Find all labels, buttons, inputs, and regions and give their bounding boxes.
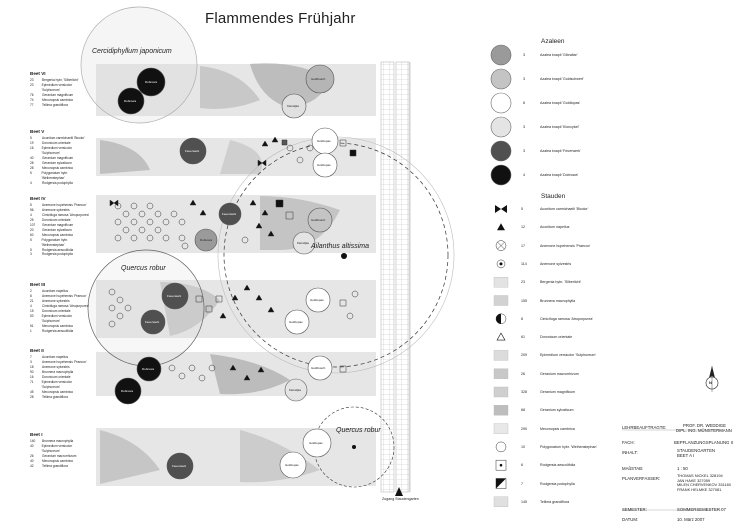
bed-plant-count: 15 — [30, 309, 34, 314]
bed-plant-name: Meconopsis cambrica — [42, 459, 73, 464]
tb-semester-value: SOMMERSEMESTER 07 — [677, 507, 726, 512]
tb-planverf-values — [677, 474, 731, 492]
plan-label-goldtopas-6: Goldtopas — [285, 463, 299, 467]
bed-plant-count: 42 — [30, 463, 34, 468]
legend-azalea-swatch — [491, 69, 511, 89]
bed-plant-count: 76 — [30, 93, 34, 98]
tb-fach-label: FACH: — [622, 440, 635, 445]
legend-perennial-label: Aconitum carmichaelii 'Bicolor' — [540, 207, 589, 211]
plan-label-goldbusch-3: Goldbusch — [311, 366, 326, 370]
legend-perennial-symbol — [496, 241, 506, 251]
bed-plant-name: Anemone hupehensis 'Praecox' — [42, 203, 87, 208]
tb-inhalt-value-2: BEET A I — [677, 453, 695, 458]
bed-plant-name: Cimicifuga ramosa 'Atropurpurea' — [42, 304, 90, 309]
bed-plant-name: Epimedium versicolor 'Sulphureum' — [41, 83, 73, 93]
legend-azalea-label: Azalea knapii 'Dobrowa' — [540, 173, 579, 177]
legend-perennial-count: 8 — [521, 316, 523, 321]
bed-name: Beet V — [30, 129, 45, 134]
legend-azalea-label: Azalea knapii 'Kloncykel' — [540, 125, 580, 129]
legend-heading-stauden: Stauden — [541, 193, 566, 200]
bed-name: Beet III — [30, 282, 46, 287]
legend-perennial-symbol — [496, 479, 506, 489]
bed-plant-name: Meconopsis cambrica — [42, 98, 73, 103]
bed-plant-count: 26 — [30, 454, 34, 459]
bed-plant-row — [30, 171, 90, 181]
bed-plant-count: 71 — [30, 379, 34, 384]
bed-plant-name: Doronicum orientale — [42, 218, 71, 223]
bed-plant-row — [30, 146, 90, 156]
legend-perennial-symbol — [495, 205, 507, 213]
legend-azalea-count: 4 — [523, 173, 525, 177]
bed-plant-name: Epimedium versicolor 'Sulphureum' — [41, 313, 73, 323]
legend-azalea-count: 3 — [523, 125, 525, 129]
legend-perennial-count: 209 — [521, 353, 527, 358]
bed-plant-count: 3 — [30, 360, 32, 365]
bed-plant-count: 28 — [30, 394, 34, 399]
legend-perennial-count: 155 — [521, 298, 527, 303]
bed-plant-name: Geranium sylvaticum — [42, 227, 72, 232]
legend-perennial-symbol — [494, 277, 508, 287]
bed-plant-count: 19 — [30, 141, 34, 146]
plan-label-goldbusch: Goldbusch — [311, 77, 326, 81]
legend-perennial-label: Bergenia hybr. 'Silberlicht' — [540, 280, 582, 285]
bed-plant-name: Polygonatum hybr. 'Weihenstephan' — [41, 170, 68, 180]
tree-label-ailanthus: Ailanthus altissima — [311, 243, 369, 250]
legend-azalea-label: Azalea knapii 'Goldtopas' — [540, 101, 581, 105]
plan-label-kleindjke: Kleindjke — [287, 104, 300, 108]
tb-planverf-label: PLANVERFASSER: — [622, 476, 661, 481]
bed-name: Beet IV — [30, 196, 46, 201]
bed-plant-count: 23 — [30, 78, 34, 83]
bed-plant-count: 60 — [30, 232, 34, 237]
bed-plant-name: Brunnera macrophylla — [42, 370, 74, 375]
bed-plant-name: Geranium magnificum — [42, 93, 74, 98]
plan-label-feuerwerk-2: Feuerwerk — [222, 212, 237, 216]
bed-plant-name: Aconitum napellus — [42, 355, 69, 360]
legend-perennial-label: Polygonatum hybr. 'Weihenstephan' — [540, 444, 598, 449]
legend-azalea-swatch — [491, 165, 511, 185]
bed-plant-row — [30, 464, 90, 469]
legend-azalea-count: 3 — [523, 149, 525, 153]
bed-plant-count: 8 — [30, 294, 32, 299]
legend-perennial-label: Geranium magnificum — [540, 390, 576, 394]
bed-plant-name: Geranium macrorrhizum — [42, 454, 77, 459]
bed-plant-count: 2 — [30, 289, 32, 294]
plan-label-feuerwerk-5: Feuerwerk — [172, 464, 187, 468]
bed-list-1 — [30, 130, 90, 185]
bed-list-2 — [30, 197, 90, 257]
tb-lehr-value-2: DIPL. ING. MÜNSTERMANN — [676, 428, 732, 433]
plan-label-goldtopas-3: Goldtopas — [310, 298, 324, 302]
bed-plant-count: 40 — [30, 459, 34, 464]
legend-azalea-label: Azalea knapii 'Goldschwert' — [540, 77, 584, 81]
legend-perennial-count: 290 — [521, 426, 527, 431]
legend-azalea-swatch — [491, 45, 511, 65]
legend-perennial-count: 10 — [521, 444, 525, 449]
bed-list-3 — [30, 283, 90, 334]
bed-plant-count: 90 — [30, 370, 34, 375]
entrance-label: Zugang Staudengarten — [382, 497, 419, 501]
bed-plant-count: 4 — [30, 213, 32, 218]
bed-plant-name: Meconopsis cambrica — [42, 389, 73, 394]
bed-plant-count: 16 — [30, 375, 34, 380]
legend-perennial-count: 23 — [521, 280, 525, 285]
bed-plant-name: Epimedium versicolor 'Sulphureum' — [41, 379, 73, 389]
tb-planverf-1: THOMAS NICKEL 328194 — [677, 473, 723, 478]
bed-plant-count: 28 — [30, 160, 34, 165]
bed-plant-name: Brunnera macrophylla — [42, 439, 74, 444]
bed-plant-name: Anemone sylvestris — [42, 208, 70, 213]
bed-plant-name: Doronicum orientale — [42, 309, 71, 314]
legend-perennial-count: 145 — [521, 499, 527, 504]
bed-plant-name: Anemone hupehensis 'Praecox' — [42, 294, 87, 299]
tb-massstab-value: 1 : 50 — [677, 466, 688, 471]
bed-name: Beet II — [30, 348, 44, 353]
bed-plant-name: Polygonatum hybr. 'Weihenstephan' — [41, 237, 68, 247]
bed-plant-count: 4 — [30, 180, 32, 185]
bed-plant-count: 20 — [30, 227, 34, 232]
tb-planverf-3: MILEN CHERVENKOV 331160 — [677, 482, 731, 488]
bed-plant-name: Geranium magnificum — [42, 156, 74, 161]
bed-plant-row — [30, 181, 90, 186]
bed-plant-count: 16 — [30, 146, 34, 151]
legend-azalea-swatch — [491, 141, 511, 161]
bed-plant-name: Rodgersia podophylla — [42, 180, 73, 185]
bed-plant-name: Tellima grandiflora — [42, 463, 68, 468]
legend-perennial-count: 328 — [521, 390, 527, 394]
plan-label-dobrowa-2: Dobrowa — [124, 99, 137, 103]
bed-plant-row — [30, 395, 90, 400]
bed-list-5 — [30, 433, 90, 469]
plan-label-kleindjke-3: Kleindjke — [289, 388, 302, 392]
bed-plant-count: 107 — [30, 223, 36, 228]
legend-azalea-count: 3 — [523, 53, 525, 57]
tb-datum-label: DATUM: — [622, 517, 639, 522]
bed-plant-row — [30, 380, 90, 390]
legend-azalea-count: 6 — [523, 101, 525, 105]
legend-perennial-label: Anemone sylvestris — [540, 261, 572, 266]
legend-azalea-swatch — [491, 93, 511, 113]
bed-plant-name: Rodgersia aesculifolia — [42, 247, 74, 252]
legend-perennial-count: 5 — [521, 207, 523, 211]
legend-perennial-symbol — [496, 460, 506, 470]
tb-fach-value: BEPFLANZUNGSPLANUNG II — [674, 440, 733, 445]
bed-list-4 — [30, 349, 90, 400]
bed-plant-count: 25 — [30, 218, 34, 223]
legend-perennial-symbol — [497, 260, 505, 268]
plan-title: Flammendes Frühjahr — [205, 10, 356, 27]
legend-perennial-label: Rodgersia podophylla — [540, 481, 575, 486]
bed-plant-count: 53 — [30, 313, 34, 318]
bed-plant-row — [30, 83, 90, 93]
bed-plant-name: Geranium magnificum — [42, 223, 74, 228]
legend-perennial-symbol — [496, 314, 506, 324]
plan-label-feuerwerk-3: Feuerwerk — [167, 294, 182, 298]
legend-perennial-label: Rodgersia aesculifolia — [540, 463, 576, 468]
legend-perennial-count: 26 — [521, 371, 525, 376]
legend-perennial-label: Brunnera macrophylla — [540, 298, 576, 303]
bed-plant-name: Aconitum carmichaelii 'Bicolor' — [42, 136, 85, 141]
legend-azalea-label: Azalea knapii 'Gibraltar' — [540, 53, 578, 57]
bed-plant-name: Epimedium versicolor 'Sulphureum' — [41, 146, 73, 156]
north-label: N — [709, 380, 712, 385]
bed-plant-row — [30, 238, 90, 248]
bed-plant-name: Doronicum orientale — [42, 375, 71, 380]
legend-perennial-label: Tellima grandiflora — [540, 499, 570, 504]
plan-label-goldtopas-5: Goldtopas — [309, 441, 323, 445]
plan-label-goldtopas-4: Goldtopas — [289, 320, 303, 324]
tb-inhalt-value — [677, 448, 715, 458]
tb-lehr-label: LEHRBEAUFTRAGTE: — [622, 425, 667, 430]
legend-azalea-label: Azalea knapii 'Feuerwerk' — [540, 149, 581, 153]
tb-lehr-value — [676, 423, 732, 433]
bed-plant-count: 51 — [30, 323, 34, 328]
bed-list-0 — [30, 72, 90, 108]
legend-azalea-swatch — [491, 117, 511, 137]
tb-inhalt-value-1: STAUDENGARTEN — [677, 448, 716, 453]
legend-perennial-symbol — [494, 497, 508, 507]
bed-plant-count: 140 — [30, 439, 36, 444]
bed-plant-name: Geranium sylvaticum — [42, 160, 72, 165]
legend-heading-azaleen: Azaleen — [541, 38, 565, 45]
plan-label-feuerwerk-4: Feuerwerk — [145, 320, 160, 324]
plan-label-feuerwerk: Feuerwerk — [185, 149, 200, 153]
legend-perennial-label: Cimicifuga ramosa 'Atropurpurea' — [540, 316, 594, 321]
bed-plant-count: 40 — [30, 156, 34, 161]
bed-plant-count: 77 — [30, 102, 34, 107]
bed-plant-count: 5 — [30, 237, 32, 242]
legend-perennial-count: 68 — [521, 408, 525, 413]
bed-plant-name: Bergenia hybr. 'Silberlicht' — [42, 78, 79, 83]
tb-inhalt-label: INHALT: — [622, 450, 638, 455]
bed-plant-name: Meconopsis cambrica — [42, 232, 73, 237]
bed-plant-count: 45 — [30, 389, 34, 394]
bed-plant-count: 5 — [30, 247, 32, 252]
bed-plant-count: 5 — [30, 136, 32, 141]
plan-label-kleindjke-2: Kleindjke — [297, 241, 310, 245]
legend-perennial-symbol — [494, 350, 508, 360]
tb-semester-label: SEMESTER: — [622, 507, 647, 512]
legend-perennial-label: Epimedium versicolor 'Sulphureum' — [540, 353, 597, 358]
bed-plant-name: Anemone sylvestris — [42, 365, 70, 370]
tree-label-cercidiphyllum: Cercidiphyllum japonicum — [92, 48, 172, 55]
legend-perennial-count: 12 — [521, 225, 525, 230]
tb-planverf-2: JAN HAKE 327059 — [677, 477, 711, 483]
bed-plant-count: 28 — [30, 165, 34, 170]
legend-perennial-symbol — [497, 333, 505, 340]
legend-perennial-symbol — [494, 387, 508, 397]
tree-label-quercus-2: Quercus robur — [336, 427, 381, 434]
plan-label-dobrowa: Dobrowa — [145, 80, 158, 84]
bed-plant-name: Meconopsis cambrica — [42, 323, 73, 328]
tb-datum-value: 10. März 2007 — [677, 517, 705, 522]
bed-plant-name: Anemone hupehensis 'Praecox' — [42, 360, 87, 365]
legend-perennial-label: Meconopsis cambrica — [540, 426, 575, 431]
legend-perennial-symbol — [496, 442, 506, 452]
tb-massstab-label: MAßSTAB: — [622, 466, 644, 471]
legend-azalea-count: 3 — [523, 77, 525, 81]
legend-perennial-symbol — [497, 223, 505, 230]
bed-plant-count: 18 — [30, 365, 34, 370]
bed-plant-count: 40 — [30, 444, 34, 449]
legend-perennial-symbol — [494, 369, 508, 379]
bed-plant-count: 5 — [30, 203, 32, 208]
legend-perennial-label: Aconitum napellus — [540, 225, 570, 230]
legend-symbols — [491, 45, 511, 507]
plan-label-dobrowa-3: Dobrowa — [200, 238, 213, 242]
legend-perennial-count: 7 — [521, 481, 523, 486]
bed-plant-count: 1 — [30, 328, 32, 333]
north-arrow-icon — [706, 366, 718, 392]
legend-perennial-symbol — [494, 405, 508, 415]
plan-label-dobrowa-4: Dobrowa — [142, 367, 155, 371]
legend-perennial-label: Doronicum orientale — [540, 335, 573, 340]
bed-plant-count: 56 — [30, 208, 34, 213]
bed-plant-name: Anemone sylvestris — [42, 299, 70, 304]
bed-plant-count: 23 — [30, 83, 34, 88]
bed-plant-row — [30, 444, 90, 454]
legend-perennial-symbol — [494, 424, 508, 434]
path-strip-2 — [396, 62, 409, 492]
bed-plant-name: Tellima grandiflora — [42, 394, 68, 399]
tb-planverf-4: FRANK HELMKE 327081 — [677, 486, 722, 492]
bed-plant-name: Aconitum napellus — [42, 289, 69, 294]
bed-plant-count: 3 — [30, 252, 32, 257]
tree-label-quercus-1: Quercus robur — [121, 265, 166, 272]
bed-plant-count: 74 — [30, 98, 34, 103]
bed-plant-name: Rodgersia podophylla — [42, 252, 73, 257]
bed-name: Beet I — [30, 432, 43, 437]
bed-plant-name: Doronicum orientale — [42, 141, 71, 146]
legend-perennial-count: 6 — [521, 463, 523, 468]
bed-plant-row — [30, 103, 90, 108]
bed-plant-row — [30, 314, 90, 324]
bed-plant-count: 7 — [30, 355, 32, 360]
legend-perennial-label: Geranium sylvaticum — [540, 408, 574, 413]
tb-lehr-value-1: PROF. DR. WEDDIGE — [683, 423, 726, 428]
bed-plant-name: Tellima grandiflora — [42, 102, 68, 107]
legend-perennial-count: 17 — [521, 243, 525, 248]
bed-plant-name: Epimedium versicolor 'Sulphureum' — [41, 444, 73, 454]
plan-label-goldtopas-2: Goldtopas — [317, 163, 331, 167]
bed-plant-count: 4 — [30, 304, 32, 309]
bed-plant-count: 5 — [30, 170, 32, 175]
legend-perennial-symbol — [494, 296, 508, 306]
bed-plant-name: Meconopsis cambrica — [42, 165, 73, 170]
legend-perennial-count: 114 — [521, 261, 527, 266]
bed-plant-count: 21 — [30, 299, 34, 304]
bed-plant-name: Cimicifuga ramosa 'Atropurpurea' — [42, 213, 90, 218]
bed-plant-row — [30, 252, 90, 257]
plan-label-goldbusch-2: Goldbusch — [311, 218, 326, 222]
bed-plant-name: Rodgersia aesculifolia — [42, 328, 74, 333]
path-strip-1 — [381, 62, 394, 492]
plan-label-goldtopas: Goldtopas — [317, 139, 331, 143]
legend-perennial-label: Geranium macrorrhizum — [540, 371, 579, 376]
legend-perennial-count: 61 — [521, 335, 525, 340]
bed-plant-row — [30, 329, 90, 334]
legend-perennial-label: Anemone hupehensis 'Praecox' — [540, 243, 591, 248]
plan-label-dobrowa-5: Dobrowa — [121, 389, 134, 393]
bed-name: Beet VI — [30, 71, 46, 76]
